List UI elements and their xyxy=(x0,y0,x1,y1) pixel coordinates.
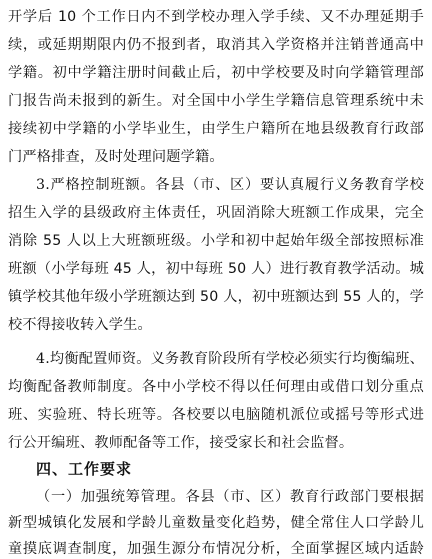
item-4-first-line xyxy=(36,349,424,369)
paragraph-line: 接续初中学籍的小学毕业生，由学生户籍所在地县级教育行政部 xyxy=(8,121,424,137)
paragraph-line: 门报告尚未报到的新生。对全国中小学生学籍信息管理系统中未 xyxy=(8,93,424,109)
paragraph-line: 班额（小学每班 45 人，初中每班 50 人）进行教育教学活动。城 xyxy=(8,261,424,277)
sub-1-lead: （一）加强统筹管理。 xyxy=(36,489,186,505)
sub-1-first-line xyxy=(36,487,424,507)
item-4-lead: 4.均衡配置师资。 xyxy=(36,351,151,367)
item-3-lead: 3.严格控制班额。 xyxy=(36,177,156,193)
paragraph-line: 均衡配备教师制度。各中小学校不得以任何理由或借口划分重点 xyxy=(8,379,424,395)
paragraph-line: 门严格排查，及时处理问题学籍。 xyxy=(8,149,224,165)
paragraph-line: 开学后 10 个工作日内不到学校办理入学手续、又不办理延期手 xyxy=(8,9,424,25)
paragraph-line: 班、实验班、特长班等。各校要以电脑随机派位或摇号等形式进 xyxy=(8,407,424,423)
paragraph-line: 消除 55 人以上大班额班级。小学和初中起始年级全部按照标准 xyxy=(8,233,424,249)
paragraph-line: 学籍。初中学籍注册时间截止后，初中学校要及时向学籍管理部 xyxy=(8,65,424,81)
paragraph-line: 续，或延期期限内仍不报到者，取消其入学资格并注销普通高中 xyxy=(8,37,424,53)
paragraph-line: 童摸底调查制度，加强生源分布情况分析，全面掌握区域内适龄 xyxy=(8,541,424,557)
paragraph-line: 镇学校其他年级小学班额达到 50 人，初中班额达到 55 人的，学 xyxy=(8,289,424,305)
item-3-first-line xyxy=(36,175,424,195)
paragraph-line: 新型城镇化发展和学龄儿童数量变化趋势，健全常住人口学龄儿 xyxy=(8,515,424,531)
section-heading: 四、工作要求 xyxy=(36,460,133,478)
item-3-text: 各县（市、区）要认真履行义务教育学校 xyxy=(155,177,424,193)
paragraph-line: 招生入学的县级政府主体责任，巩固消除大班额工作成果，完全 xyxy=(8,205,424,221)
item-4-text: 义务教育阶段所有学校必须实行均衡编班、 xyxy=(150,351,425,367)
paragraph-line: 校不得接收转入学生。 xyxy=(8,317,152,333)
paragraph-line: 行公开编班、教师配备等工作，接受家长和社会监督。 xyxy=(8,435,354,451)
sub-1-text: 各县（市、区）教育行政部门要根据 xyxy=(185,489,424,505)
